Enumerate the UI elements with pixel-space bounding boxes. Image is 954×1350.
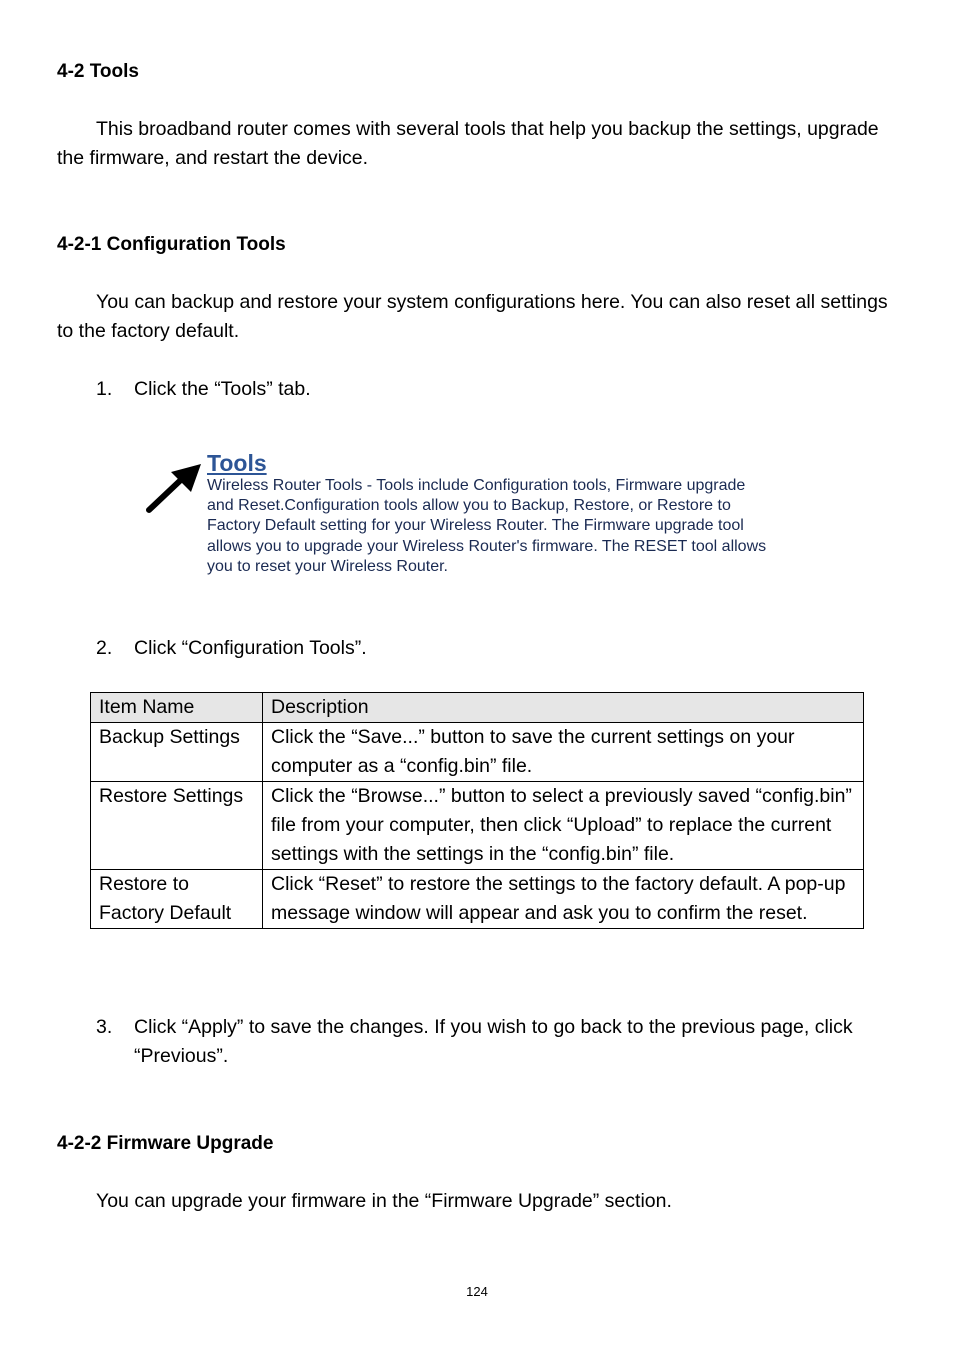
item-name-cell: Restore Settings — [91, 782, 263, 870]
table-row — [91, 723, 864, 782]
item-description-cell: Click “Reset” to restore the settings to the factory default. A pop-up message window will appear and ask you to confirm the reset. — [263, 870, 864, 929]
step-3 — [96, 1013, 896, 1071]
column-header-description: Description — [263, 693, 864, 723]
arrow-pointer-icon — [143, 460, 205, 516]
step-text: Click the “Tools” tab. — [134, 378, 311, 400]
table-row — [91, 870, 864, 929]
table-row — [91, 782, 864, 870]
section-title: 4-2 Tools — [57, 61, 139, 82]
step-number: 1. — [96, 378, 113, 400]
config-items-table — [90, 692, 864, 929]
item-description-cell: Click the “Browse...” button to select a previously saved “config.bin” file from your computer, then click “Upload” to replace the current settings with the settings in the “config.bin” file. — [263, 782, 864, 870]
item-description-cell: Click the “Save...” button to save the current settings on your computer as a “config.bin” file. — [263, 723, 864, 782]
tools-screenshot-description: Wireless Router Tools - Tools include Configuration tools, Firmware upgrade and Reset.Configuration tools allow you to Backup, Restore, or Restore to Factory Default setting for your Wireless Router. The Firmware upgrade tool allows you to upgrade your Wireless Router's firmware. The RESET tool allows you to reset your Wireless Router. — [207, 477, 767, 575]
tools-screenshot-title: Tools — [207, 450, 267, 476]
item-name-cell: Restore to Factory Default — [91, 870, 263, 929]
step-text: Click “Apply” to save the changes. If you wish to go back to the previous page, click “Previous”. — [134, 1016, 853, 1067]
config-tools-intro: You can backup and restore your system configurations here. You can also reset all settings to the factory default. — [57, 291, 888, 342]
table-header-row — [91, 693, 864, 723]
step-number: 3. — [96, 1016, 113, 1038]
item-name-cell: Backup Settings — [91, 723, 263, 782]
tools-screenshot — [143, 446, 767, 586]
step-number: 2. — [96, 637, 113, 659]
step-2 — [96, 634, 896, 663]
config-tools-title: 4-2-1 Configuration Tools — [57, 234, 286, 255]
section-intro: This broadband router comes with several tools that help you backup the settings, upgrade the firmware, and restart the device. — [57, 118, 879, 169]
page-number: 124 — [466, 1284, 488, 1299]
firmware-intro: You can upgrade your firmware in the “Firmware Upgrade” section. — [96, 1190, 672, 1212]
firmware-title: 4-2-2 Firmware Upgrade — [57, 1133, 274, 1154]
column-header-item-name: Item Name — [91, 693, 263, 723]
step-text: Click “Configuration Tools”. — [134, 637, 367, 659]
step-1 — [96, 375, 896, 404]
